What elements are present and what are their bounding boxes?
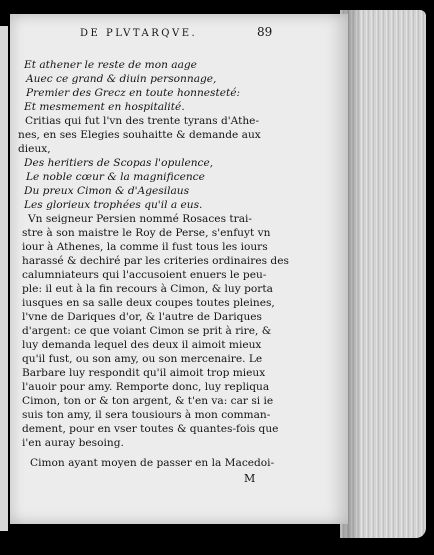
- prose-line: Critias qui fut l'vn des trente tyrans d'Athe-: [25, 115, 260, 127]
- prose-line: stre à son maistre le Roy de Perse, s'enfuyt vn: [22, 227, 271, 239]
- running-title: DE PLVTARQVE.: [80, 28, 198, 39]
- prose-line: calumniateurs qui l'accusoient enuers le peu-: [22, 269, 267, 281]
- signature-mark: M: [244, 472, 256, 485]
- verse-line: Des heritiers de Scopas l'opulence,: [24, 157, 214, 169]
- prose-line: l'auoir pour amy. Remporte donc, luy repliqua: [22, 381, 270, 393]
- prose-line: Cimon, ton or & ton argent, & t'en va: car si ie: [22, 395, 274, 407]
- prose-line: Barbare luy respondit qu'il aimoit trop mieux: [22, 367, 266, 379]
- prose-line: luy demanda lequel des deux il aimoit mieux: [22, 339, 262, 351]
- prose-line: d'argent: ce que voiant Cimon se prit à rire, &: [22, 325, 272, 337]
- prose-line: dement, pour en vser toutes & quantes-fois que: [22, 423, 279, 435]
- verse-line: Auec ce grand & diuin personnage,: [26, 73, 217, 85]
- prose-line: Cimon ayant moyen de passer en la Macedoi-: [30, 457, 275, 469]
- verse-line: Le noble cœur & la magnificence: [26, 171, 205, 183]
- prose-line: dieux,: [18, 143, 51, 155]
- page-number: 89: [257, 25, 273, 39]
- prose-line: nes, en ses Elegies souhaitte & demande aux: [18, 129, 261, 141]
- verse-line: Premier des Grecz en toute honnesteté:: [26, 87, 241, 99]
- prose-line: l'vne de Dariques d'or, & l'autre de Dariques: [22, 311, 262, 323]
- prose-line: iour à Athenes, la comme il fust tous les iours: [22, 241, 268, 253]
- verse-line: Et mesmement en hospitalité.: [24, 101, 185, 113]
- prose-line: Vn seigneur Persien nommé Rosaces trai-: [28, 213, 252, 225]
- prose-line: iusques en sa salle deux coupes toutes pleines,: [22, 297, 275, 309]
- prose-line: qu'il fust, ou son amy, ou son mercenaire. Le: [22, 353, 263, 365]
- book-page: [10, 14, 348, 524]
- running-head: [10, 25, 348, 42]
- verse-line: Du preux Cimon & d'Agesilaus: [24, 185, 190, 197]
- prose-line: suis ton amy, il sera tousiours à mon comman-: [22, 409, 271, 421]
- verse-line: Et athener le reste de mon aage: [24, 59, 197, 71]
- prose-line: ple: il eut à la fin recours à Cimon, & luy porta: [22, 283, 273, 295]
- verse-line: Les glorieux trophées qu'il a eus.: [24, 199, 203, 211]
- facing-page-edge: [0, 26, 8, 531]
- prose-line: i'en auray besoing.: [22, 437, 124, 449]
- prose-line: harassé & dechiré par les criteries ordinaires des: [22, 255, 289, 267]
